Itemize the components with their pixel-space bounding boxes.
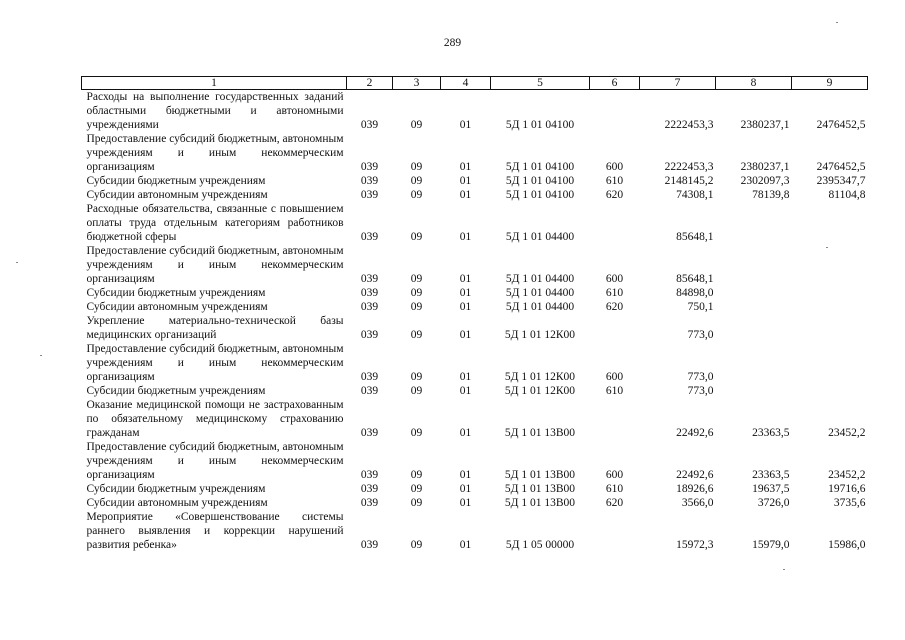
row-name: Субсидии автономным учреждениям [86,189,268,201]
row-name: Предоставление субсидий бюджетным, автономным учреждениям и иным некоммерческим организациям [86,133,344,173]
cell-subsection: 01 [459,329,472,341]
row-name: Субсидии бюджетным учреждениям [86,483,266,495]
column-header: 6 [590,77,640,90]
cell-amount-year1: 15972,3 [676,539,714,551]
row-name: Предоставление субсидий бюджетным, автономным учреждениям и иным некоммерческим организациям [86,245,344,285]
cell-amount-year1: 773,0 [687,329,714,341]
cell-target-article: 5Д 1 01 13В00 [504,483,576,495]
cell-target-article: 5Д 1 05 00000 [505,539,575,551]
cell-expense-type [590,202,640,244]
scan-speck [836,22,838,23]
cell-expense-type [590,510,640,552]
cell-amount-year3 [792,314,868,342]
cell-subsection: 01 [459,427,472,439]
cell-amount-year2 [716,384,792,398]
table-row [82,132,868,174]
row-name: Субсидии бюджетным учреждениям [86,385,266,397]
row-name: Предоставление субсидий бюджетным, автономным учреждениям и иным некоммерческим организациям [86,441,344,481]
row-name: Расходные обязательства, связанные с повышением оплаты труда отдельным категориям работников бюджетной сферы [86,203,344,243]
cell-expense-type: 600 [605,273,624,285]
table-row [82,202,868,244]
row-name: Мероприятие «Совершенствование системы раннего выявления и коррекции нарушений развития ребенка» [86,511,344,551]
scan-speck [16,262,18,263]
cell-subsection: 01 [459,231,472,243]
cell-section: 09 [410,287,423,299]
cell-section: 09 [410,483,423,495]
cell-amount-year2: 2302097,3 [740,175,790,187]
cell-amount-year2 [716,244,792,286]
cell-admin-code: 039 [360,175,379,187]
cell-amount-year3: 2476452,5 [816,161,866,173]
cell-amount-year2: 3726,0 [757,497,790,509]
column-header: 5 [491,77,590,90]
cell-section: 09 [410,497,423,509]
scan-speck [40,355,42,356]
cell-expense-type: 600 [605,469,624,481]
cell-section: 09 [410,119,423,131]
cell-target-article: 5Д 1 01 12К00 [504,385,576,397]
cell-target-article: 5Д 1 01 04100 [505,189,575,201]
cell-target-article: 5Д 1 01 04400 [505,231,575,243]
cell-admin-code: 039 [360,427,379,439]
cell-amount-year1: 22492,6 [676,469,714,481]
cell-expense-type: 600 [605,161,624,173]
cell-subsection: 01 [459,483,472,495]
cell-amount-year2 [716,314,792,342]
cell-expense-type: 620 [605,497,624,509]
cell-target-article: 5Д 1 01 04100 [505,161,575,173]
cell-admin-code: 039 [360,189,379,201]
row-name: Субсидии автономным учреждениям [86,497,268,509]
cell-subsection: 01 [459,539,472,551]
scan-speck [783,569,785,570]
cell-section: 09 [410,273,423,285]
cell-amount-year3: 19716,6 [828,483,866,495]
cell-amount-year3 [792,342,868,384]
cell-subsection: 01 [459,161,472,173]
cell-target-article: 5Д 1 01 04100 [505,119,575,131]
cell-amount-year3: 2476452,5 [816,119,866,131]
cell-amount-year1: 773,0 [687,371,714,383]
cell-admin-code: 039 [360,329,379,341]
cell-section: 09 [410,427,423,439]
cell-target-article: 5Д 1 01 13В00 [504,427,576,439]
cell-target-article: 5Д 1 01 04400 [505,301,575,313]
cell-admin-code: 039 [360,273,379,285]
row-name: Субсидии автономным учреждениям [86,301,268,313]
cell-amount-year3: 23452,2 [828,427,866,439]
cell-amount-year2: 23363,5 [752,469,790,481]
scan-speck [826,247,828,248]
cell-admin-code: 039 [360,385,379,397]
cell-amount-year3: 15986,0 [828,539,866,551]
cell-amount-year3 [792,286,868,300]
table-row [82,440,868,482]
cell-amount-year2: 2380237,1 [740,161,790,173]
cell-amount-year3: 3735,6 [833,497,866,509]
cell-amount-year2 [716,300,792,314]
table-row [82,244,868,286]
cell-amount-year2 [716,286,792,300]
cell-amount-year2: 23363,5 [752,427,790,439]
cell-expense-type: 620 [605,301,624,313]
cell-subsection: 01 [459,189,472,201]
cell-amount-year2: 78139,8 [752,189,790,201]
cell-section: 09 [410,189,423,201]
column-header: 7 [640,77,716,90]
cell-admin-code: 039 [360,231,379,243]
page-number: 289 [443,37,462,49]
cell-amount-year2: 19637,5 [752,483,790,495]
cell-admin-code: 039 [360,301,379,313]
cell-target-article: 5Д 1 01 12К00 [504,329,576,341]
cell-expense-type [590,398,640,440]
cell-section: 09 [410,175,423,187]
cell-subsection: 01 [459,371,472,383]
cell-target-article: 5Д 1 01 13В00 [504,469,576,481]
cell-expense-type [590,90,640,133]
cell-subsection: 01 [459,287,472,299]
cell-amount-year1: 2222453,3 [664,119,714,131]
cell-amount-year1: 84898,0 [676,287,714,299]
cell-amount-year2: 2380237,1 [740,119,790,131]
row-name: Субсидии бюджетным учреждениям [86,175,266,187]
cell-admin-code: 039 [360,371,379,383]
cell-admin-code: 039 [360,161,379,173]
cell-subsection: 01 [459,385,472,397]
cell-section: 09 [410,385,423,397]
cell-amount-year1: 85648,1 [676,231,714,243]
cell-amount-year3: 2395347,7 [816,175,866,187]
cell-amount-year1: 2148145,2 [664,175,714,187]
cell-section: 09 [410,469,423,481]
column-header: 9 [792,77,868,90]
cell-section: 09 [410,371,423,383]
table-row [82,174,868,188]
row-name: Субсидии бюджетным учреждениям [86,287,266,299]
cell-admin-code: 039 [360,119,379,131]
cell-subsection: 01 [459,497,472,509]
table-row [82,482,868,496]
cell-subsection: 01 [459,301,472,313]
table-row [82,496,868,510]
cell-expense-type: 610 [605,287,624,299]
cell-amount-year1: 3566,0 [681,497,714,509]
cell-amount-year2 [716,202,792,244]
cell-target-article: 5Д 1 01 04100 [505,175,575,187]
cell-amount-year1: 750,1 [687,301,714,313]
cell-amount-year3 [792,244,868,286]
cell-expense-type: 620 [605,189,624,201]
cell-admin-code: 039 [360,469,379,481]
cell-expense-type: 600 [605,371,624,383]
cell-expense-type: 610 [605,483,624,495]
cell-amount-year1: 22492,6 [676,427,714,439]
cell-amount-year1: 85648,1 [676,273,714,285]
cell-amount-year1: 18926,6 [676,483,714,495]
cell-expense-type: 610 [605,175,624,187]
cell-admin-code: 039 [360,497,379,509]
cell-section: 09 [410,231,423,243]
cell-target-article: 5Д 1 01 04400 [505,287,575,299]
cell-section: 09 [410,329,423,341]
column-header: 2 [347,77,393,90]
table-row [82,342,868,384]
cell-admin-code: 039 [360,287,379,299]
cell-admin-code: 039 [360,483,379,495]
cell-amount-year3 [792,202,868,244]
header-row [82,77,868,90]
cell-amount-year3: 81104,8 [828,189,866,201]
table-row [82,314,868,342]
table-row [82,384,868,398]
column-header: 4 [441,77,491,90]
cell-amount-year2 [716,342,792,384]
cell-subsection: 01 [459,175,472,187]
cell-target-article: 5Д 1 01 13В00 [504,497,576,509]
table-row [82,398,868,440]
cell-amount-year2: 15979,0 [752,539,790,551]
table-row [82,286,868,300]
column-header: 3 [393,77,441,90]
cell-target-article: 5Д 1 01 04400 [505,273,575,285]
cell-amount-year1: 2222453,3 [664,161,714,173]
row-name: Расходы на выполнение государственных заданий областными бюджетными и автономными учреждениями [86,91,344,131]
row-name: Укрепление материально-технической базы медицинских организаций [86,315,344,341]
cell-amount-year3: 23452,2 [828,469,866,481]
column-header: 1 [82,77,347,90]
cell-section: 09 [410,161,423,173]
cell-amount-year3 [792,384,868,398]
row-name: Оказание медицинской помощи не застрахованным по обязательному медицинскому страхованию гражданам [86,399,344,439]
table-row [82,510,868,552]
column-header: 8 [716,77,792,90]
cell-amount-year1: 74308,1 [676,189,714,201]
cell-section: 09 [410,539,423,551]
budget-table [81,76,868,552]
cell-section: 09 [410,301,423,313]
table-row [82,188,868,202]
cell-admin-code: 039 [360,539,379,551]
cell-expense-type [590,314,640,342]
cell-expense-type: 610 [605,385,624,397]
cell-amount-year3 [792,300,868,314]
cell-amount-year1: 773,0 [687,385,714,397]
table-row [82,90,868,133]
cell-target-article: 5Д 1 01 12К00 [504,371,576,383]
cell-subsection: 01 [459,469,472,481]
row-name: Предоставление субсидий бюджетным, автономным учреждениям и иным некоммерческим организациям [86,343,344,383]
cell-subsection: 01 [459,273,472,285]
cell-subsection: 01 [459,119,472,131]
table-row [82,300,868,314]
